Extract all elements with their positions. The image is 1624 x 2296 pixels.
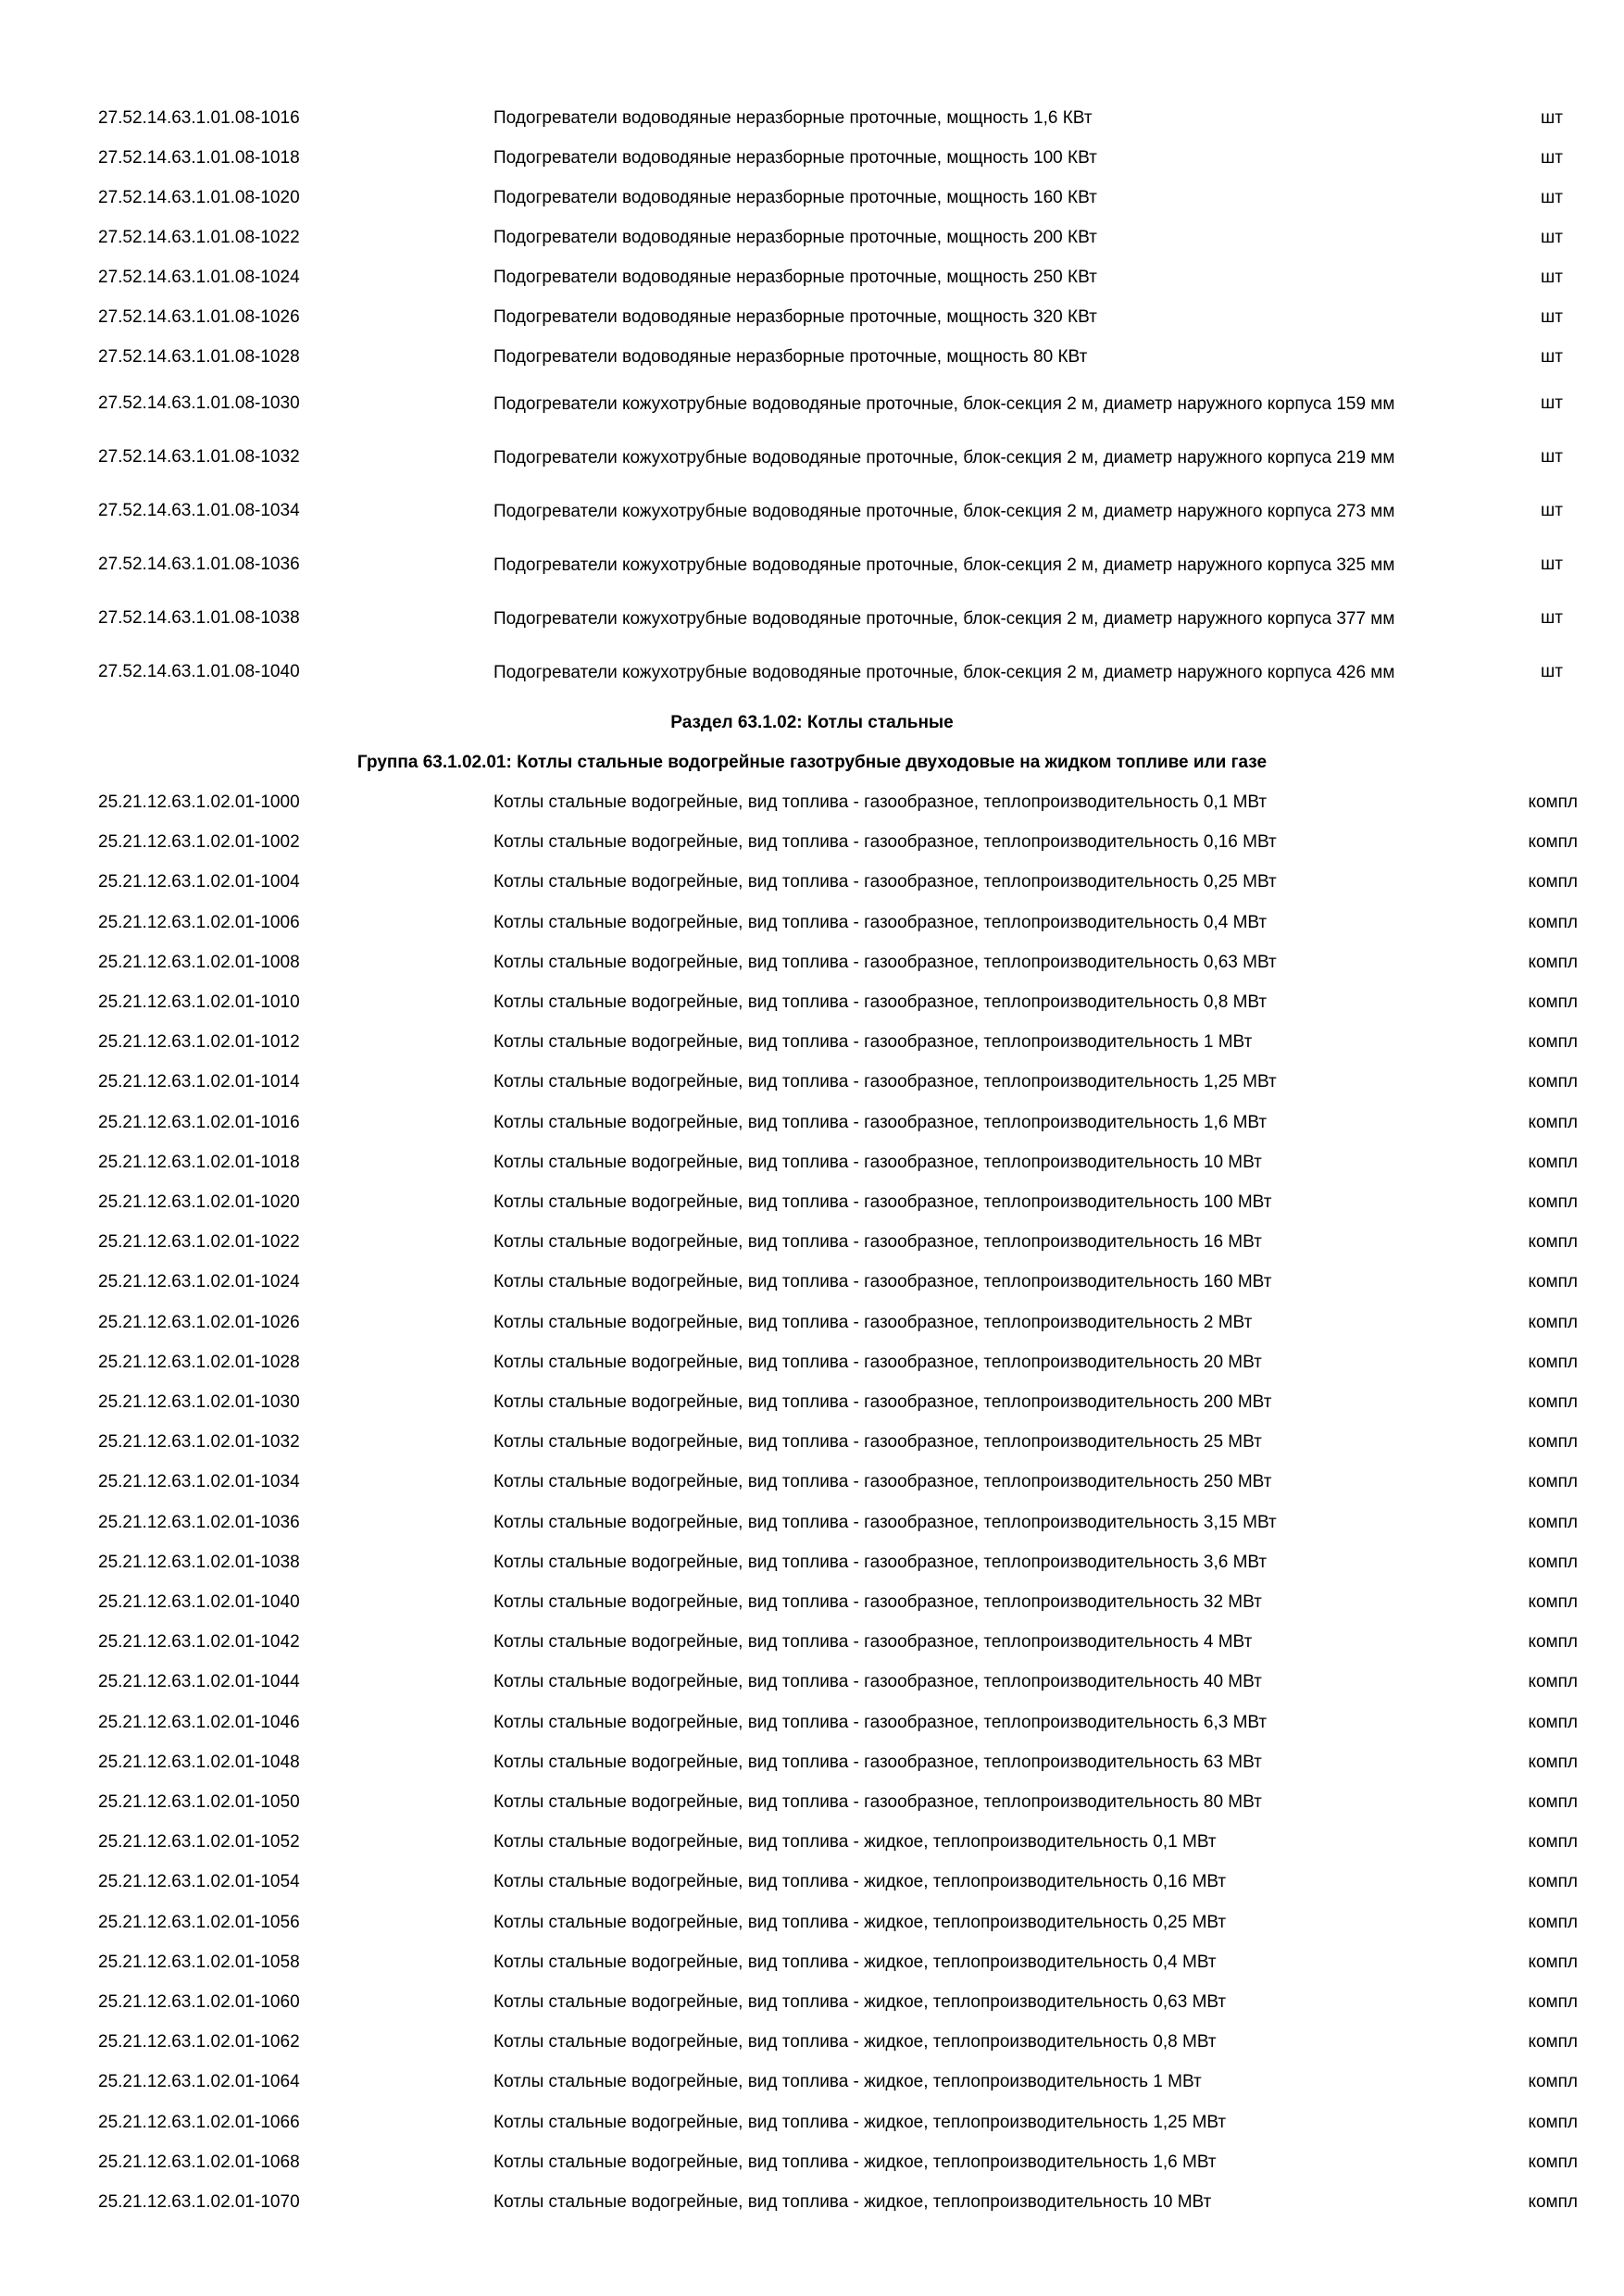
- table-row: [0, 377, 1624, 430]
- item-unit: шт: [1541, 393, 1563, 413]
- item-unit: компл: [1528, 1712, 1578, 1732]
- table-row: [0, 257, 1624, 297]
- item-code: 25.21.12.63.1.02.01-1056: [98, 1912, 300, 1932]
- item-unit: компл: [1528, 1271, 1578, 1292]
- item-code: 25.21.12.63.1.02.01-1028: [98, 1352, 300, 1372]
- table-row: [0, 1103, 1624, 1142]
- item-unit: компл: [1528, 952, 1578, 972]
- item-name: Подогреватели водоводяные неразборные проточные, мощность 160 КВт: [493, 188, 1097, 207]
- item-name: Котлы стальные водогрейные, вид топлива - газообразное, теплопроизводительность 3,6 МВт: [493, 1553, 1268, 1572]
- table-row: [0, 98, 1624, 138]
- item-unit: компл: [1528, 1671, 1578, 1691]
- table-row: [0, 1503, 1624, 1542]
- table-row: [0, 903, 1624, 942]
- item-name: Подогреватели водоводяные неразборные проточные, мощность 320 КВт: [493, 307, 1097, 327]
- section-heading: Раздел 63.1.02: Котлы стальные: [670, 712, 954, 732]
- table-row: [0, 337, 1624, 377]
- item-name: Котлы стальные водогрейные, вид топлива - жидкое, теплопроизводительность 0,1 МВт: [493, 1832, 1217, 1852]
- item-unit: компл: [1528, 1071, 1578, 1092]
- group-heading: Группа 63.1.02.01: Котлы стальные водогрейные газотрубные двуходовые на жидком топливе или газе: [356, 752, 1268, 772]
- table-row: [0, 218, 1624, 257]
- item-name: Котлы стальные водогрейные, вид топлива - газообразное, теплопроизводительность 0,8 МВт: [493, 992, 1268, 1012]
- item-unit: компл: [1528, 2191, 1578, 2212]
- item-name: Подогреватели кожухотрубные водоводяные проточные, блок-секция 2 м, диаметр наружного корпуса 377 мм: [493, 608, 1395, 629]
- item-name: Котлы стальные водогрейные, вид топлива - газообразное, теплопроизводительность 1,6 МВт: [493, 1113, 1268, 1132]
- item-name: Подогреватели водоводяные неразборные проточные, мощность 1,6 КВт: [493, 108, 1093, 128]
- table-row: [0, 1742, 1624, 1782]
- item-name: Котлы стальные водогрейные, вид топлива - газообразное, теплопроизводительность 20 МВт: [493, 1353, 1262, 1372]
- table-row: [0, 1422, 1624, 1462]
- item-unit: шт: [1541, 267, 1563, 287]
- item-code: 25.21.12.63.1.02.01-1054: [98, 1871, 300, 1891]
- item-code: 27.52.14.63.1.01.08-1040: [98, 662, 300, 681]
- item-name: Котлы стальные водогрейные, вид топлива - газообразное, теплопроизводительность 16 МВт: [493, 1232, 1262, 1252]
- item-unit: компл: [1528, 1991, 1578, 2012]
- item-unit: шт: [1541, 107, 1563, 128]
- item-unit: компл: [1528, 1952, 1578, 1972]
- table-row: [0, 1582, 1624, 1622]
- item-name: Котлы стальные водогрейные, вид топлива - жидкое, теплопроизводительность 0,25 МВт: [493, 1913, 1227, 1932]
- item-unit: шт: [1541, 227, 1563, 247]
- item-name: Котлы стальные водогрейные, вид топлива - жидкое, теплопроизводительность 1 МВт: [493, 2072, 1202, 2091]
- table-row: [0, 1622, 1624, 1662]
- table-row: [0, 2182, 1624, 2222]
- item-code: 27.52.14.63.1.01.08-1030: [98, 393, 300, 413]
- table-row: [0, 1303, 1624, 1342]
- item-code: 25.21.12.63.1.02.01-1058: [98, 1952, 300, 1972]
- table-row: [0, 1062, 1624, 1102]
- table-row: [0, 297, 1624, 337]
- item-code: 25.21.12.63.1.02.01-1000: [98, 792, 300, 812]
- item-name: Подогреватели кожухотрубные водоводяные проточные, блок-секция 2 м, диаметр наружного корпуса 325 мм: [493, 555, 1395, 575]
- item-code: 25.21.12.63.1.02.01-1044: [98, 1671, 300, 1691]
- item-name: Котлы стальные водогрейные, вид топлива - газообразное, теплопроизводительность 250 МВт: [493, 1472, 1272, 1491]
- item-unit: шт: [1541, 346, 1563, 367]
- item-name: Котлы стальные водогрейные, вид топлива - жидкое, теплопроизводительность 1,25 МВт: [493, 2113, 1227, 2132]
- item-name: Котлы стальные водогрейные, вид топлива - газообразное, теплопроизводительность 4 МВт: [493, 1632, 1253, 1652]
- item-code: 25.21.12.63.1.02.01-1010: [98, 992, 300, 1012]
- item-name: Подогреватели водоводяные неразборные проточные, мощность 200 КВт: [493, 228, 1097, 247]
- item-code: 25.21.12.63.1.02.01-1042: [98, 1631, 300, 1652]
- item-code: 27.52.14.63.1.01.08-1024: [98, 267, 300, 287]
- item-unit: компл: [1528, 1831, 1578, 1852]
- item-unit: шт: [1541, 187, 1563, 207]
- item-name: Подогреватели водоводяные неразборные проточные, мощность 100 КВт: [493, 148, 1097, 168]
- item-unit: компл: [1528, 1231, 1578, 1252]
- table-row: [0, 1262, 1624, 1302]
- item-unit: компл: [1528, 2031, 1578, 2052]
- item-code: 27.52.14.63.1.01.08-1018: [98, 147, 300, 168]
- item-code: 25.21.12.63.1.02.01-1022: [98, 1231, 300, 1252]
- item-code: 25.21.12.63.1.02.01-1040: [98, 1591, 300, 1612]
- table-row: [0, 822, 1624, 862]
- item-name: Котлы стальные водогрейные, вид топлива - жидкое, теплопроизводительность 10 МВт: [493, 2192, 1212, 2212]
- table-row: [0, 782, 1624, 822]
- item-name: Котлы стальные водогрейные, вид топлива - жидкое, теплопроизводительность 0,8 МВт: [493, 2032, 1217, 2052]
- item-unit: компл: [1528, 1871, 1578, 1891]
- item-code: 25.21.12.63.1.02.01-1036: [98, 1512, 300, 1532]
- table-row: [0, 1382, 1624, 1422]
- item-code: 25.21.12.63.1.02.01-1026: [98, 1312, 300, 1332]
- item-unit: компл: [1528, 1471, 1578, 1491]
- item-code: 25.21.12.63.1.02.01-1024: [98, 1271, 300, 1292]
- item-name: Подогреватели водоводяные неразборные проточные, мощность 80 КВт: [493, 347, 1088, 367]
- item-name: Подогреватели кожухотрубные водоводяные проточные, блок-секция 2 м, диаметр наружного корпуса 273 мм: [493, 501, 1395, 521]
- item-code: 25.21.12.63.1.02.01-1064: [98, 2071, 300, 2091]
- item-code: 25.21.12.63.1.02.01-1016: [98, 1112, 300, 1132]
- item-code: 25.21.12.63.1.02.01-1066: [98, 2112, 300, 2132]
- table-row: [0, 2142, 1624, 2182]
- item-name: Подогреватели кожухотрубные водоводяные проточные, блок-секция 2 м, диаметр наружного корпуса 426 мм: [493, 662, 1395, 682]
- item-unit: компл: [1528, 1552, 1578, 1572]
- item-code: 25.21.12.63.1.02.01-1060: [98, 1991, 300, 2012]
- item-code: 27.52.14.63.1.01.08-1038: [98, 608, 300, 628]
- item-name: Котлы стальные водогрейные, вид топлива - жидкое, теплопроизводительность 1,6 МВт: [493, 2152, 1217, 2172]
- table-row: [0, 178, 1624, 218]
- item-unit: шт: [1541, 555, 1563, 574]
- table-row: [0, 982, 1624, 1022]
- item-code: 25.21.12.63.1.02.01-1062: [98, 2031, 300, 2052]
- item-unit: компл: [1528, 1912, 1578, 1932]
- item-unit: компл: [1528, 1112, 1578, 1132]
- table-row: [0, 430, 1624, 484]
- item-name: Котлы стальные водогрейные, вид топлива - жидкое, теплопроизводительность 0,63 МВт: [493, 1992, 1227, 2012]
- item-name: Котлы стальные водогрейные, вид топлива - жидкое, теплопроизводительность 0,4 МВт: [493, 1953, 1217, 1972]
- item-code: 25.21.12.63.1.02.01-1006: [98, 912, 300, 932]
- item-name: Котлы стальные водогрейные, вид топлива - газообразное, теплопроизводительность 2 МВт: [493, 1313, 1253, 1332]
- table-row: [0, 1782, 1624, 1822]
- table-row: [0, 2103, 1624, 2142]
- item-code: 25.21.12.63.1.02.01-1050: [98, 1791, 300, 1812]
- item-code: 25.21.12.63.1.02.01-1030: [98, 1391, 300, 1412]
- item-unit: компл: [1528, 1512, 1578, 1532]
- item-code: 25.21.12.63.1.02.01-1018: [98, 1152, 300, 1172]
- item-unit: компл: [1528, 1192, 1578, 1212]
- item-code: 25.21.12.63.1.02.01-1068: [98, 2152, 300, 2172]
- item-name: Котлы стальные водогрейные, вид топлива - газообразное, теплопроизводительность 80 МВт: [493, 1792, 1262, 1812]
- item-unit: компл: [1528, 1752, 1578, 1772]
- item-unit: компл: [1528, 1352, 1578, 1372]
- item-name: Котлы стальные водогрейные, вид топлива - газообразное, теплопроизводительность 0,16 МВт: [493, 832, 1277, 852]
- item-unit: шт: [1541, 447, 1563, 467]
- item-code: 25.21.12.63.1.02.01-1032: [98, 1431, 300, 1452]
- item-code: 27.52.14.63.1.01.08-1034: [98, 501, 300, 520]
- item-code: 25.21.12.63.1.02.01-1008: [98, 952, 300, 972]
- item-name: Котлы стальные водогрейные, вид топлива - газообразное, теплопроизводительность 3,15 МВт: [493, 1513, 1277, 1532]
- item-unit: шт: [1541, 501, 1563, 520]
- table-row: [0, 1703, 1624, 1742]
- item-name: Котлы стальные водогрейные, вид топлива - газообразное, теплопроизводительность 10 МВт: [493, 1153, 1262, 1172]
- item-name: Котлы стальные водогрейные, вид топлива - газообразное, теплопроизводительность 25 МВт: [493, 1432, 1262, 1452]
- item-unit: компл: [1528, 1152, 1578, 1172]
- item-code: 25.21.12.63.1.02.01-1004: [98, 871, 300, 892]
- item-name: Котлы стальные водогрейные, вид топлива - газообразное, теплопроизводительность 63 МВт: [493, 1753, 1262, 1772]
- table-row: [0, 1982, 1624, 2022]
- item-unit: шт: [1541, 608, 1563, 628]
- item-name: Котлы стальные водогрейные, вид топлива - газообразное, теплопроизводительность 0,4 МВт: [493, 913, 1268, 932]
- item-unit: компл: [1528, 871, 1578, 892]
- table-row: [0, 138, 1624, 178]
- item-code: 25.21.12.63.1.02.01-1034: [98, 1471, 300, 1491]
- item-unit: компл: [1528, 992, 1578, 1012]
- item-name: Котлы стальные водогрейные, вид топлива - жидкое, теплопроизводительность 0,16 МВт: [493, 1872, 1227, 1891]
- item-code: 27.52.14.63.1.01.08-1036: [98, 555, 300, 574]
- table-row: [0, 2022, 1624, 2062]
- table-row: [0, 1342, 1624, 1382]
- item-unit: компл: [1528, 1591, 1578, 1612]
- table-row: [0, 1862, 1624, 1902]
- item-name: Котлы стальные водогрейные, вид топлива - газообразное, теплопроизводительность 0,1 МВт: [493, 792, 1268, 812]
- item-unit: компл: [1528, 831, 1578, 852]
- table-row: [0, 592, 1624, 645]
- item-name: Котлы стальные водогрейные, вид топлива - газообразное, теплопроизводительность 32 МВт: [493, 1592, 1262, 1612]
- table-row: [0, 1142, 1624, 1182]
- item-unit: компл: [1528, 2112, 1578, 2132]
- item-code: 25.21.12.63.1.02.01-1046: [98, 1712, 300, 1732]
- item-name: Котлы стальные водогрейные, вид топлива - газообразное, теплопроизводительность 1,25 МВт: [493, 1072, 1277, 1092]
- item-code: 27.52.14.63.1.01.08-1016: [98, 107, 300, 128]
- item-code: 25.21.12.63.1.02.01-1048: [98, 1752, 300, 1772]
- table-row: [0, 1662, 1624, 1702]
- table-row: [0, 538, 1624, 592]
- item-code: 27.52.14.63.1.01.08-1032: [98, 447, 300, 467]
- table-row: [0, 1822, 1624, 1862]
- table-row: [0, 645, 1624, 699]
- item-unit: шт: [1541, 306, 1563, 327]
- item-unit: компл: [1528, 1431, 1578, 1452]
- item-code: 25.21.12.63.1.02.01-1070: [98, 2191, 300, 2212]
- item-unit: шт: [1541, 662, 1563, 681]
- item-name: Подогреватели кожухотрубные водоводяные проточные, блок-секция 2 м, диаметр наружного корпуса 219 мм: [493, 447, 1395, 468]
- item-code: 27.52.14.63.1.01.08-1022: [98, 227, 300, 247]
- item-unit: компл: [1528, 1791, 1578, 1812]
- table-row: [0, 1942, 1624, 1982]
- item-name: Котлы стальные водогрейные, вид топлива - газообразное, теплопроизводительность 200 МВт: [493, 1392, 1272, 1412]
- item-unit: компл: [1528, 792, 1578, 812]
- table-row: [0, 1182, 1624, 1222]
- table-row: [0, 1462, 1624, 1502]
- item-unit: компл: [1528, 2152, 1578, 2172]
- item-code: 27.52.14.63.1.01.08-1020: [98, 187, 300, 207]
- item-unit: компл: [1528, 2071, 1578, 2091]
- table-row: [0, 484, 1624, 538]
- item-name: Котлы стальные водогрейные, вид топлива - газообразное, теплопроизводительность 160 МВт: [493, 1272, 1272, 1292]
- table-row: [0, 942, 1624, 982]
- item-code: 25.21.12.63.1.02.01-1012: [98, 1031, 300, 1052]
- item-unit: шт: [1541, 147, 1563, 168]
- table-row: [0, 1022, 1624, 1062]
- item-code: 25.21.12.63.1.02.01-1052: [98, 1831, 300, 1852]
- item-code: 27.52.14.63.1.01.08-1026: [98, 306, 300, 327]
- table-row: [0, 862, 1624, 902]
- table-row: [0, 1222, 1624, 1262]
- table-row: [0, 2062, 1624, 2102]
- table-row: [0, 1903, 1624, 1942]
- item-code: 25.21.12.63.1.02.01-1014: [98, 1071, 300, 1092]
- item-name: Котлы стальные водогрейные, вид топлива - газообразное, теплопроизводительность 0,63 МВт: [493, 953, 1277, 972]
- item-name: Котлы стальные водогрейные, вид топлива - газообразное, теплопроизводительность 0,25 МВт: [493, 872, 1277, 892]
- item-name: Котлы стальные водогрейные, вид топлива - газообразное, теплопроизводительность 40 МВт: [493, 1672, 1262, 1691]
- item-code: 27.52.14.63.1.01.08-1028: [98, 346, 300, 367]
- item-code: 25.21.12.63.1.02.01-1002: [98, 831, 300, 852]
- item-code: 25.21.12.63.1.02.01-1020: [98, 1192, 300, 1212]
- item-unit: компл: [1528, 1391, 1578, 1412]
- item-name: Котлы стальные водогрейные, вид топлива - газообразное, теплопроизводительность 100 МВт: [493, 1192, 1272, 1212]
- table-row: [0, 1542, 1624, 1582]
- item-unit: компл: [1528, 912, 1578, 932]
- item-name: Подогреватели водоводяные неразборные проточные, мощность 250 КВт: [493, 268, 1097, 287]
- item-name: Котлы стальные водогрейные, вид топлива - газообразное, теплопроизводительность 6,3 МВт: [493, 1713, 1268, 1732]
- item-unit: компл: [1528, 1631, 1578, 1652]
- item-code: 25.21.12.63.1.02.01-1038: [98, 1552, 300, 1572]
- item-unit: компл: [1528, 1031, 1578, 1052]
- item-name: Котлы стальные водогрейные, вид топлива - газообразное, теплопроизводительность 1 МВт: [493, 1032, 1253, 1052]
- item-name: Подогреватели кожухотрубные водоводяные проточные, блок-секция 2 м, диаметр наружного корпуса 159 мм: [493, 393, 1395, 414]
- item-unit: компл: [1528, 1312, 1578, 1332]
